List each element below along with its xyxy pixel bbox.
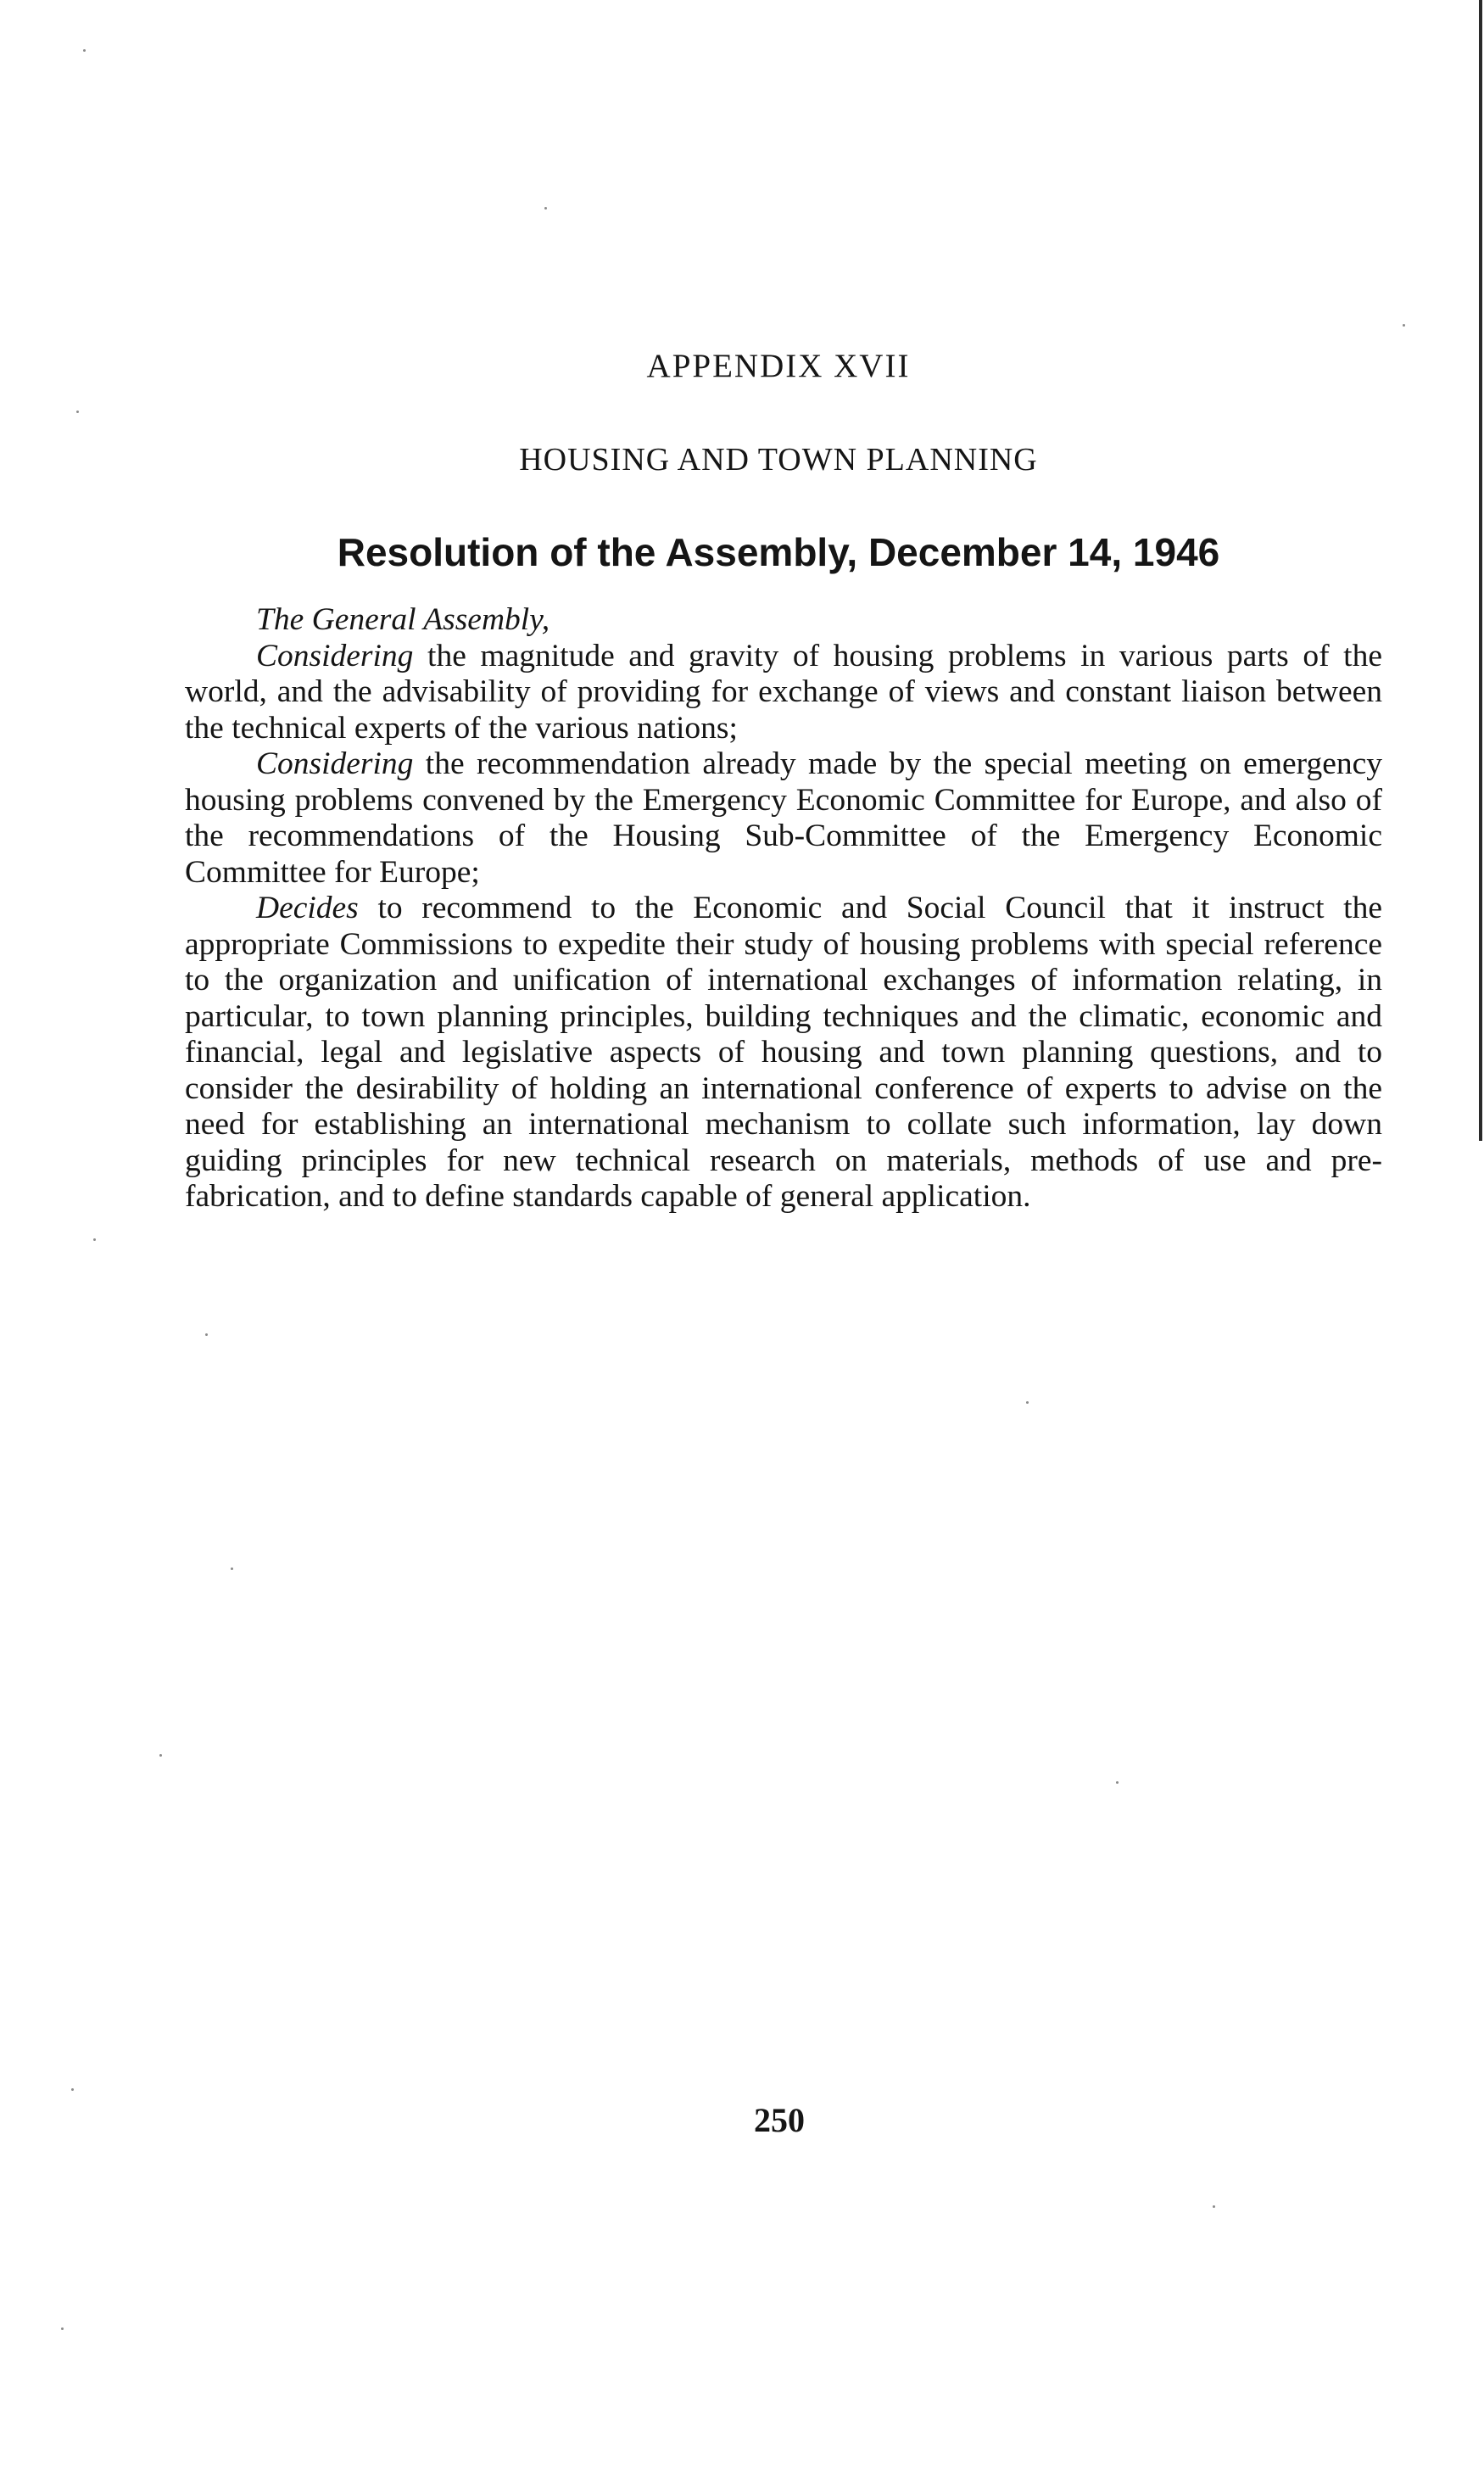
paragraph-lead: Decides	[256, 891, 359, 925]
scan-speck	[83, 49, 86, 52]
scan-speck	[93, 1238, 96, 1241]
scan-speck	[205, 1333, 208, 1336]
scan-speck	[1213, 2205, 1215, 2208]
paragraph-lead: Considering	[256, 638, 414, 673]
scan-speck	[1026, 1401, 1029, 1404]
scan-speck	[1116, 1781, 1119, 1784]
scan-speck	[159, 1754, 162, 1757]
scan-speck	[71, 2088, 74, 2091]
paragraph-considering-2	[185, 746, 1382, 891]
opening-line	[185, 602, 1382, 639]
appendix-heading: APPENDIX XVII	[646, 348, 911, 384]
resolution-body	[185, 602, 1382, 1215]
scan-speck	[544, 207, 547, 210]
scan-edge-line	[1479, 0, 1482, 1141]
scan-speck	[231, 1567, 233, 1570]
paragraph-text: to recommend to the Economic and Social Council that it instruct the appropriate Commissions to expedite their study of housing problems with special reference to the organization and unification of international exchanges of information relating, in particular, to town planning principles, building techniques and the climatic, economic and financial, legal and legislative aspects of housing and town planning questions, and to consider the desirability of holding an international conference of experts to advise on the need for establishing an international mechanism to collate such information, lay down guiding principles for new technical research on materials, methods of use and pre-fabrication, and to define standards capable of general application.	[185, 891, 1382, 1214]
page-number: 250	[754, 2101, 805, 2139]
scan-speck	[76, 411, 79, 413]
scan-speck	[61, 2327, 64, 2330]
paragraph-decides	[185, 891, 1382, 1215]
opening-text: The General Assembly,	[256, 602, 550, 637]
paragraph-text: the recommendation already made by the special meeting on emergency housing problems convened by the Emergency Economic Committee for Europe, and also of the recommendations of the Housing Sub-Committee of the Emergency Economic Committee for Europe;	[185, 746, 1382, 890]
resolution-title: Resolution of the Assembly, December 14, 1946	[337, 530, 1220, 574]
paragraph-considering-1	[185, 639, 1382, 747]
scan-speck	[1403, 324, 1405, 327]
paragraph-lead: Considering	[256, 746, 414, 781]
paragraph-text: the magnitude and gravity of housing problems in various parts of the world, and the advisability of providing for exchange of views and constant liaison between the technical experts of the various nations;	[185, 638, 1382, 746]
subject-heading: HOUSING AND TOWN PLANNING	[519, 442, 1038, 478]
